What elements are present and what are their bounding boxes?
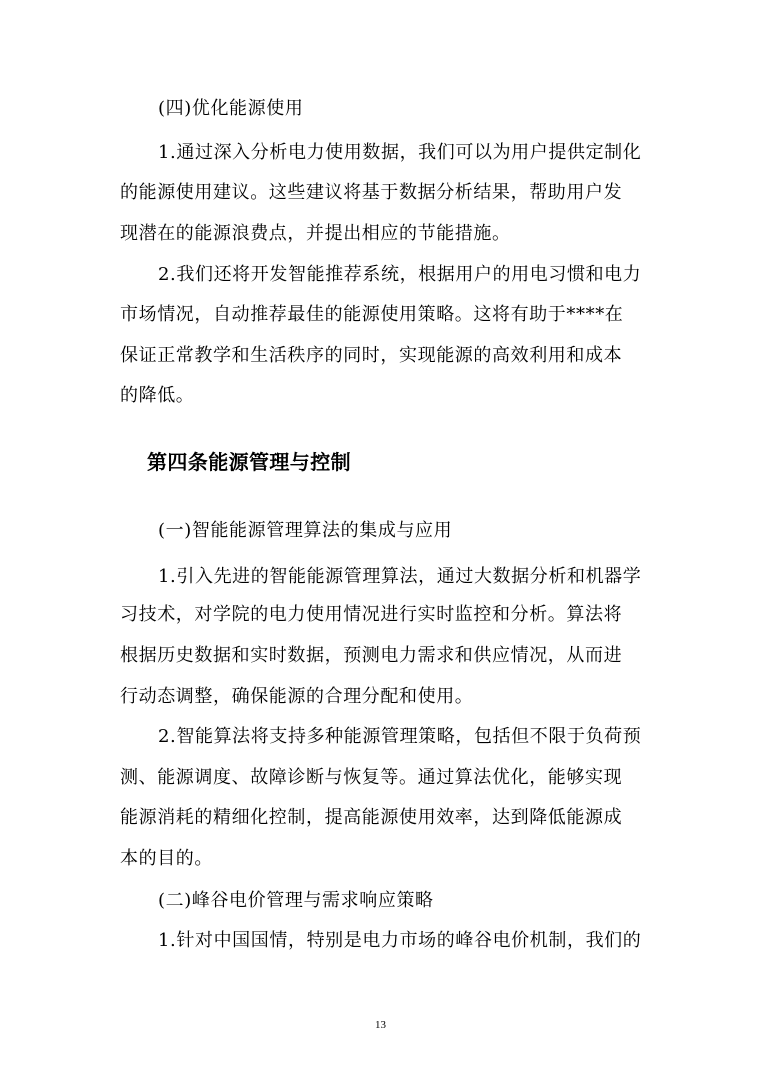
paragraph-line: 2.智能算法将支持多种能源管理策略，包括但不限于负荷预 bbox=[158, 726, 642, 747]
paragraph-line: 1.引入先进的智能能源管理算法，通过大数据分析和机器学 bbox=[158, 566, 642, 587]
paragraph-line: 本的目的。 bbox=[120, 848, 213, 869]
article-heading-energy-management-control: 第四条能源管理与控制 bbox=[147, 450, 351, 474]
paragraph-line: 根据历史数据和实时数据，预测电力需求和供应情况，从而进 bbox=[120, 645, 623, 666]
paragraph-line: 习技术，对学院的电力使用情况进行实时监控和分析。算法将 bbox=[120, 604, 623, 625]
paragraph-line: 2.我们还将开发智能推荐系统，根据用户的用电习惯和电力 bbox=[158, 264, 642, 285]
section-heading-two-peak-valley-pricing: (二)峰谷电价管理与需求响应策略 bbox=[158, 890, 434, 911]
paragraph-line: 现潜在的能源浪费点，并提出相应的节能措施。 bbox=[120, 223, 511, 244]
paragraph-line: 的能源使用建议。这些建议将基于数据分析结果，帮助用户发 bbox=[120, 182, 623, 203]
paragraph-line: 行动态调整，确保能源的合理分配和使用。 bbox=[120, 686, 474, 707]
paragraph-line: 保证正常教学和生活秩序的同时，实现能源的高效利用和成本 bbox=[120, 345, 623, 366]
paragraph-line: 的降低。 bbox=[120, 385, 195, 406]
section-heading-one-algorithm-integration: (一)智能能源管理算法的集成与应用 bbox=[158, 520, 453, 541]
paragraph-line: 测、能源调度、故障诊断与恢复等。通过算法优化，能够实现 bbox=[120, 767, 623, 788]
paragraph-line: 能源消耗的精细化控制，提高能源使用效率，达到降低能源成 bbox=[120, 807, 623, 828]
paragraph-line: 1.通过深入分析电力使用数据，我们可以为用户提供定制化 bbox=[158, 142, 642, 163]
section-heading-four-optimize-energy-use: (四)优化能源使用 bbox=[158, 98, 304, 119]
paragraph-line: 1.针对中国国情，特别是电力市场的峰谷电价机制，我们的 bbox=[158, 930, 642, 951]
page-number: 13 bbox=[375, 1019, 386, 1031]
paragraph-line: 市场情况，自动推荐最佳的能源使用策略。这将有助于****在 bbox=[120, 304, 624, 325]
